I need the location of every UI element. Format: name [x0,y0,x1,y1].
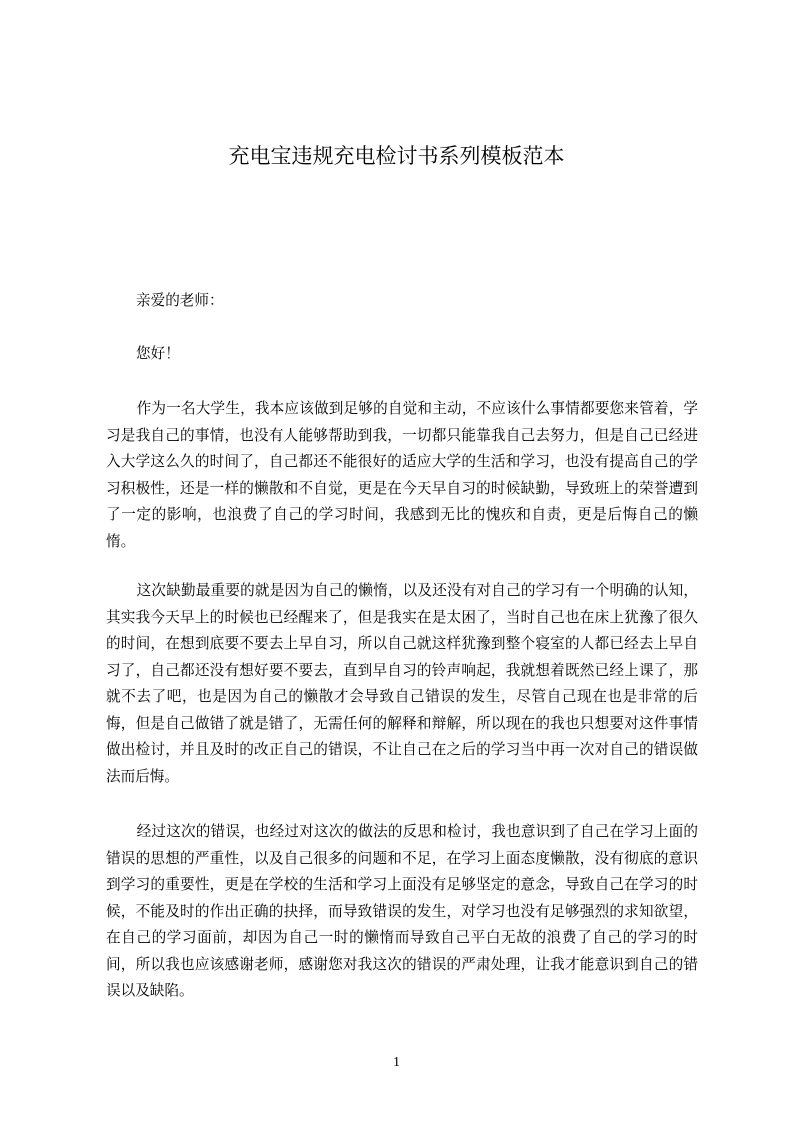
paragraph-2: 这次缺勤最重要的就是因为自己的懒惰，以及还没有对自己的学习有一个明确的认知，其实我今天早上的时候也已经醒来了，但是我实在是太困了，当时自己也在床上犹豫了很久的时间，在想到底要不要去上早自习，所以自己就这样犹豫到整个寝室的人都已经去上早自习了，自己都还没有想好要不要去，直到早自习的铃声响起，我就想着既然已经上课了，那就不去了吧，也是因为自己的懒散才会导致自己错误的发生，尽管自己现在也是非常的后悔，但是自己做错了就是错了，无需任何的解释和辩解，所以现在的我也只想要对这件事情做出检讨，并且及时的改正自己的错误，不让自己在之后的学习当中再一次对自己的错误做法而后悔。 [106,582,698,785]
greeting: 您好！ [136,345,180,362]
paragraph-1: 作为一名大学生，我本应该做到足够的自觉和主动，不应该什么事情都要您来管着，学习是我自己的事情，也没有人能够帮助到我，一切都只能靠我自己去努力，但是自己已经进入大学这么久的时间了，自己都还不能很好的适应大学的生活和学习，也没有提高自己的学习积极性，还是一样的懒散和不自觉，更是在今天早自习的时候缺勤，导致班上的荣誉遭到了一定的影响，也浪费了自己的学习时间，我感到无比的愧疚和自责，更是后悔自己的懒惰。 [106,400,698,550]
page-number: 1 [393,1055,400,1070]
paragraph-3: 经过这次的错误，也经过对这次的做法的反思和检讨，我也意识到了自己在学习上面的错误的思想的严重性，以及自己很多的问题和不足，在学习上面态度懒散，没有彻底的意识到学习的重要性，更是在学校的生活和学习上面没有足够坚定的意念，导致自己在学习的时候，不能及时的作出正确的抉择，而导致错误的发生，对学习也没有足够强烈的求知欲望，在自己的学习面前，却因为自己一时的懒惰而导致自己平白无故的浪费了自己的学习的时间，所以我也应该感谢老师，感谢您对我这次的错误的严肃处理，让我才能意识到自己的错误以及缺陷。 [106,823,698,999]
salutation: 亲爱的老师： [136,292,224,309]
document-title: 充电宝违规充电检讨书系列模板范本 [228,144,565,168]
